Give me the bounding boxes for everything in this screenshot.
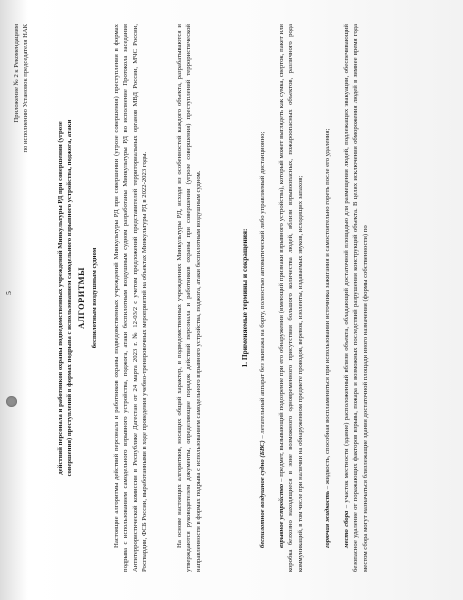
term-name: горючая жидкость bbox=[324, 490, 331, 548]
term-definition: – предмет, вызывающий подозрение при его обнаружении (имеющий признаки взрывного устройства), который может выглядеть как сумка, сверток, пакет или коробка безхозно находящиеся в зоне возможного одновременного присутствия большого количества людей, вблизи взрывоопасных, пожароопасных объектов, различного рода коммуникаций, в том числе при наличии на обнаруженном предмете проводов, веревок, изоленты, издаваемых звуков, исходящих запахов; bbox=[278, 24, 304, 572]
approval-line-2: по исполнению Установок председателя НАК bbox=[22, 24, 29, 153]
term-name: место сбора bbox=[343, 510, 350, 548]
intro-paragraph-1: Настоящие алгоритмы действий персонала и работников охраны подведомственных учреждений Минкультуры РД при совершении (угрозе совершения) преступления в формах подрыва с использованием самодельного взрывного устройства, поджога, атаки беспилотным воздушным судном разработаны Минкультуры РД во исполнение Протокола заседания Антитеррористической комиссии в Республике Дагестан от 24 марта 2023 г. № 12-03/2 с учетом предложений представителей территориальных органов МВД России, МЧС России, Росгвардии, ФСБ России, выработанными в ходе проведения учебно-тренировочных мероприятий на объектах Минкультуры РД в 2022-2023 годы. bbox=[113, 24, 148, 572]
term-definition: – жидкость, способная воспламениться при использовании источника зажигания и самостоятельно гореть после его удаления; bbox=[324, 128, 331, 491]
section-heading: 1. Применяемые термины и сокращения: bbox=[240, 228, 249, 368]
title-line-1: действий персонала и работников охраны подведомственных учреждений Минкультуры РД при совершении (угрозе bbox=[57, 121, 64, 475]
term-flammable-liquid bbox=[323, 24, 332, 572]
document-heading: АЛГОРИТМЫ bbox=[77, 267, 86, 329]
term-definition: – участок местности (здание) расположенный вблизи объекта, обладающий достаточной площадью для размещения людей, подлежащих эвакуации, обеспечивающий безопасное удаление от поражающих факторов взрыва, пожара и возможных последствий разрушения конструкций объекта. В целях исключения обморожения людей в зимнее время года местом сбора могут назначаться близлежащие здания достаточной площади иного назначения (формы собственности) по bbox=[343, 23, 369, 572]
term-definition: – летательный аппарат без экипажа на борту, полностью автоматический либо управляемый дистанционно; bbox=[259, 131, 266, 441]
approval-note bbox=[12, 24, 30, 244]
term-name: беспилотное воздушное судно (БВС) bbox=[259, 440, 266, 548]
title-line-3: беспилотным воздушным судном bbox=[91, 247, 98, 349]
approval-line-1: Приложение № 2 к Рекомендациям bbox=[13, 24, 20, 123]
document-title bbox=[56, 24, 75, 572]
intro-paragraph-2: На основе настоящих алгоритмов, носящих общий характер, в подведомственных учреждениях Минкультуры РД, исходя из особенностей каждого объекта, разрабатываются и утверждаются руководителем документы, определяющие порядок действий персонала и работников охраны при совершении (угрозе совершения) преступлений террористической направленности в формах подрыва с использованием самодельного взрывного устройства, поджога, атаки беспилотным воздушным судном. bbox=[176, 24, 202, 572]
term-bvs bbox=[258, 24, 267, 572]
title-line-2: совершения) преступлений в формах подрыва с использованием самодельного взрывного устройства, поджога, атаки bbox=[66, 119, 74, 477]
term-assembly-point bbox=[342, 24, 370, 572]
term-explosive-device bbox=[277, 24, 305, 572]
term-name: взрывное устройство bbox=[278, 483, 285, 548]
page-number: 5 bbox=[4, 291, 13, 295]
